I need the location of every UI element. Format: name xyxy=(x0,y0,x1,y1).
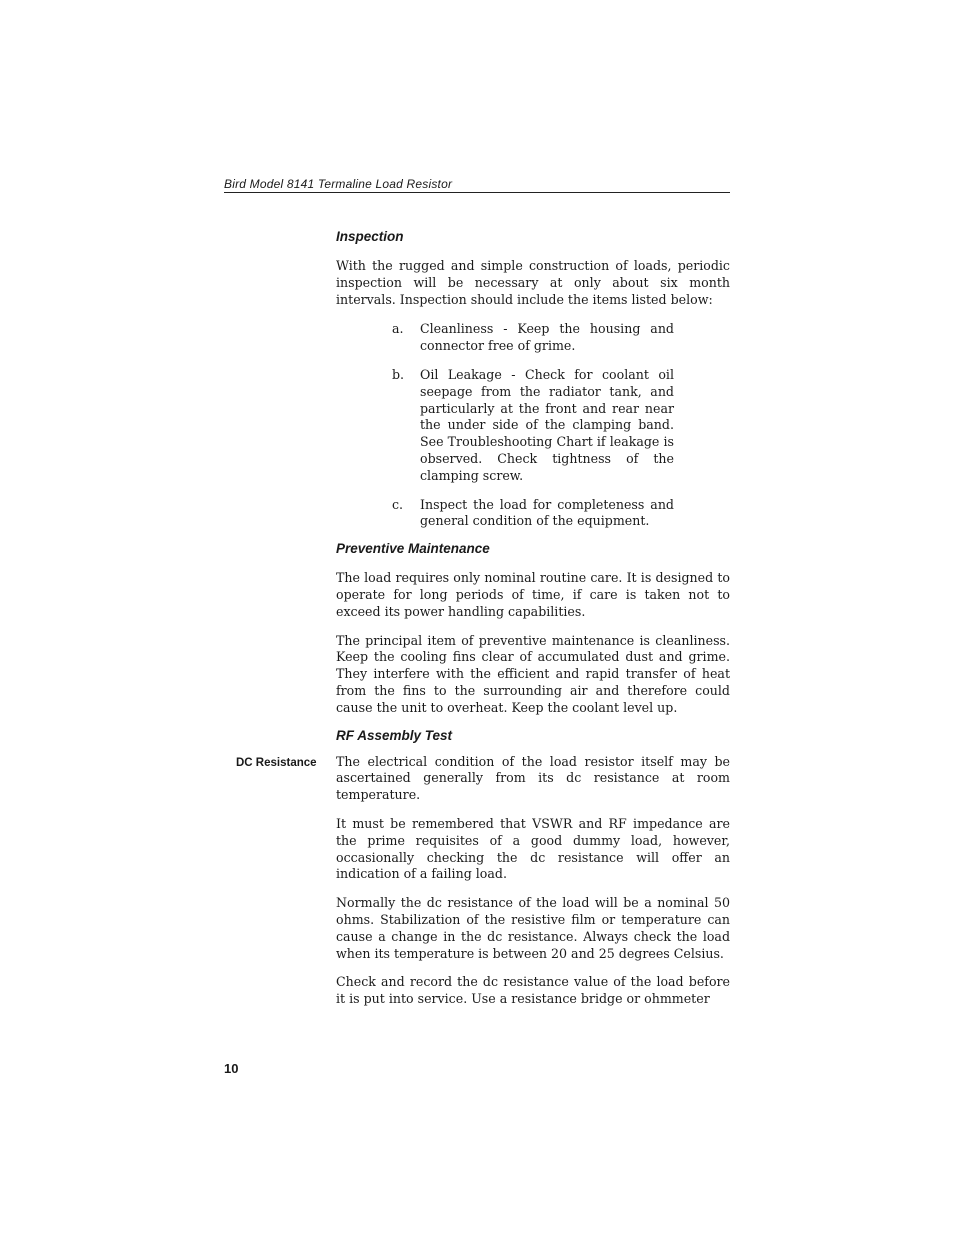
page-body xyxy=(236,228,730,1008)
dc-resistance-block xyxy=(236,753,730,804)
page-number: 10 xyxy=(224,1061,239,1076)
inspection-list xyxy=(336,321,730,530)
list-marker: b. xyxy=(392,366,405,382)
rf-paragraph: It must be remembered that VSWR and RF impedance are the prime requisites of a good dummy load, however, occasionally checking the dc resistance will offer an indication of a failing load. xyxy=(336,815,730,882)
sidehead-dc-resistance: DC Resistance xyxy=(236,756,317,769)
list-item-text: Cleanliness - Keep the housing and connector free of grime. xyxy=(420,321,674,354)
rf-paragraph: The electrical condition of the load resistor itself may be ascertained generally from its dc resistance at room temperature. xyxy=(336,753,730,803)
list-marker: a. xyxy=(392,321,404,337)
preventive-paragraph: The load requires only nominal routine care. It is designed to operate for long periods of time, if care is taken not to exceed its power handling capabilities. xyxy=(336,570,730,619)
list-item xyxy=(392,367,674,485)
inspection-intro: With the rugged and simple construction of loads, periodic inspection will be necessary at only about six month intervals. Inspection should include the items listed below: xyxy=(336,258,730,307)
rf-paragraph: Normally the dc resistance of the load will be a nominal 50 ohms. Stabilization of the resistive film or temperature can cause a change in the dc resistance. Always check the load when its temperature is between 20 and 25 degrees Celsius. xyxy=(336,895,730,961)
heading-preventive-maintenance: Preventive Maintenance xyxy=(336,541,490,557)
list-marker: c. xyxy=(392,496,404,512)
list-item xyxy=(392,321,674,355)
list-item xyxy=(392,497,674,531)
heading-rf-assembly-test: RF Assembly Test xyxy=(336,727,453,743)
heading-inspection: Inspection xyxy=(336,229,404,244)
running-header: Bird Model 8141 Termaline Load Resistor xyxy=(224,177,730,193)
list-item-text: Inspect the load for completeness and general condition of the equipment. xyxy=(420,496,674,529)
list-item-text: Oil Leakage - Check for coolant oil seepage from the radiator tank, and particularly at the front and rear near the under side of the clamping band. See Troubleshooting Chart if leakage is observed. Check tightness of the clamping screw. xyxy=(420,366,674,483)
rf-paragraph: Check and record the dc resistance value of the load before it is put into service. Use a resistance bridge or ohmmeter xyxy=(336,974,730,1007)
preventive-paragraph: The principal item of preventive maintenance is cleanliness. Keep the cooling fins clear of accumulated dust and grime. They interfere with the efficient and rapid transfer of heat from the fins to the surrounding air and therefore could cause the unit to overheat. Keep the coolant level up. xyxy=(336,632,730,715)
